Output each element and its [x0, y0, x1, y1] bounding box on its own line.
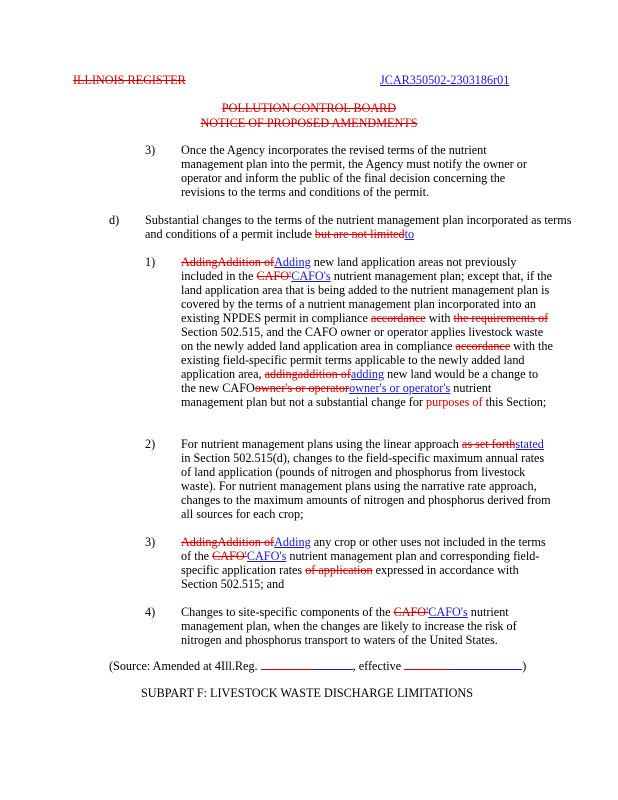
- title-notice: NOTICE OF PROPOSED AMENDMENTS: [200, 116, 418, 130]
- item-d-text: Substantial changes to the terms of the nutrient management plan incorporated as terms and conditions of a permit include but are not limitedto: [145, 213, 572, 241]
- source-blank-1-deleted: [261, 669, 313, 670]
- item-d-inserted: to: [404, 227, 415, 241]
- source-note: (Source: Amended at 4Ill.Reg. , effective ): [109, 659, 527, 673]
- sub-2-text: For nutrient management plans using the linear approach as set forthstated in Section 502.515(d), changes to the field-specific maximum annual rates of land application (pounds of nitrogen and phosphorus from livestock waste). For nutrient management plans using the narrative rate approach, changes to the maximum amounts of nitrogen and phosphorus derived from all sources for each crop;: [181, 437, 551, 521]
- source-blank-2-inserted: [450, 669, 522, 670]
- title-board: POLLUTION CONTROL BOARD: [221, 101, 397, 115]
- sub-1-text: AddingAddition ofAdding new land application areas not previously included in the CAFO'CAFO's nutrient management plan; except that, if the land application area that is being added to the nutrient management plan is covered by the terms of a nutrient management plan incorporated into an existing NPDES permit in compliance accordance with the requirements of Section 502.515, and the CAFO owner or operator applies livestock waste on the newly added land application area in compliance accordance with the existing field-specific permit terms applicable to the newly added land application area, addingaddition ofadding new land would be a change to the new CAFOowner's or operatorowner's or operator's nutrient management plan but not a substantial change for purposes of this Section;: [181, 255, 553, 409]
- item-d-number: d): [109, 213, 120, 227]
- item-3-text: Once the Agency incorporates the revised terms of the nutrient management plan into the permit, the Agency must notify the owner or operator and inform the public of the final decision concerning the revisions to the terms and conditions of the permit.: [181, 143, 527, 199]
- subpart-heading: SUBPART F: LIVESTOCK WASTE DISCHARGE LIMITATIONS: [141, 686, 474, 700]
- register-header-deleted: ILLINOIS REGISTER: [73, 73, 186, 87]
- item-3-number: 3): [145, 143, 156, 157]
- sub-2-number: 2): [145, 437, 156, 451]
- sub-4-number: 4): [145, 605, 156, 619]
- jcar-code-inserted: JCAR350502-2303186r01: [380, 73, 510, 87]
- sub-3-text: AddingAddition ofAdding any crop or other uses not included in the terms of the CAFO'CAFO's nutrient management plan and corresponding field-specific application rates of application expressed in accordance with Section 502.515; and: [181, 535, 546, 591]
- sub-4-text: Changes to site-specific components of the CAFO'CAFO's nutrient management plan, when the changes are likely to increase the risk of nitrogen and phosphorus transport to waters of the United States.: [181, 605, 517, 647]
- sub-1-number: 1): [145, 255, 156, 269]
- source-blank-2-deleted: [404, 669, 450, 670]
- item-d-deleted: but are not limited: [314, 227, 405, 241]
- source-blank-1-inserted: [313, 669, 353, 670]
- sub-3-number: 3): [145, 535, 156, 549]
